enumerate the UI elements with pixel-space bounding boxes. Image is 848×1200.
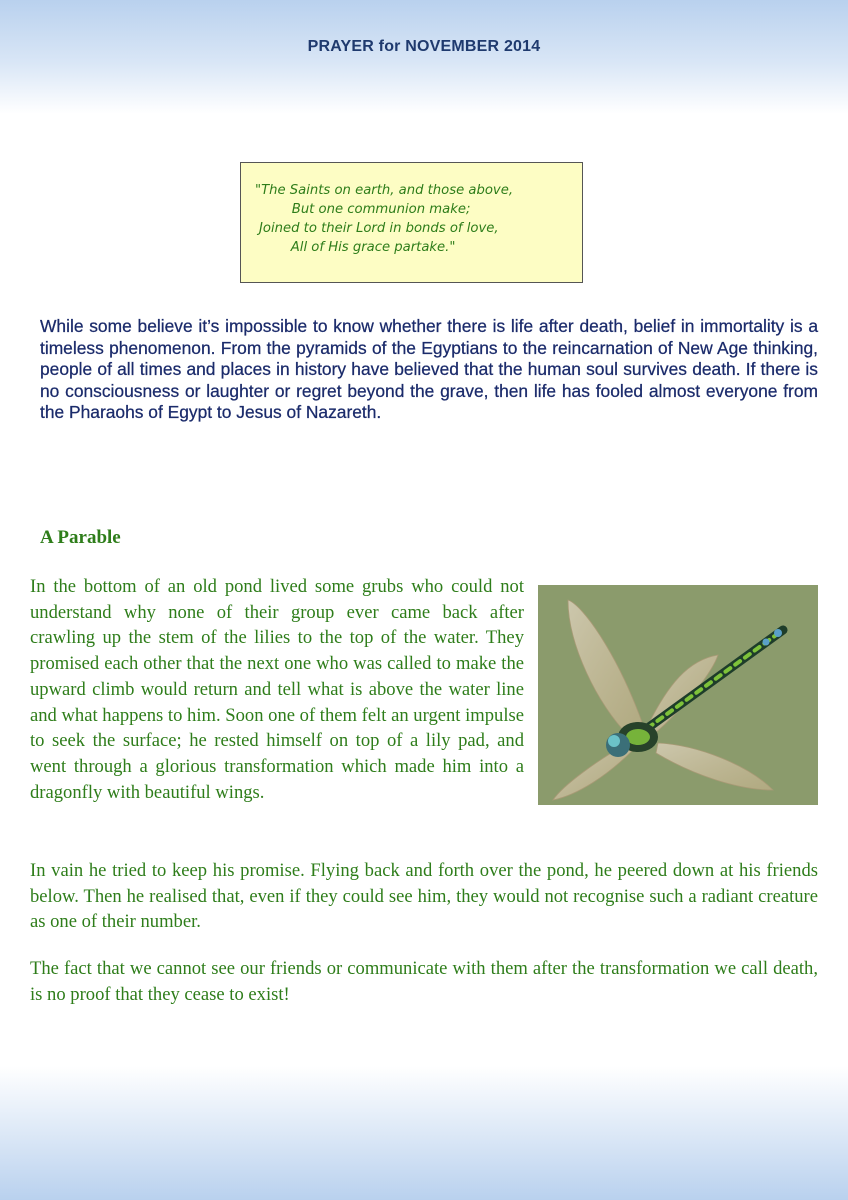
header-band bbox=[0, 0, 848, 114]
quote-line: "The Saints on earth, and those above, bbox=[255, 183, 514, 198]
quote-box bbox=[240, 162, 583, 283]
quote-line: But one communion make; bbox=[275, 202, 471, 217]
parable-paragraph: The fact that we cannot see our friends or communicate with them after the transformation we call death, is no proof that they cease to exist! bbox=[30, 958, 818, 1005]
quote-line: All of His grace partake." bbox=[274, 240, 456, 255]
dragonfly-icon bbox=[538, 585, 818, 805]
intro-paragraph: While some believe it’s impossible to know whether there is life after death, belief in immortality is a timeless phenomenon. From the pyramids of the Egyptians to the reincarnation of New Age thinking, people of all times and places in history have believed that the human soul survives death. If there is no consciousness or laughter or regret beyond the grave, then life has fooled almost everyone from the Pharaohs of Egypt to Jesus of Nazareth. bbox=[40, 316, 818, 422]
section-heading: A Parable bbox=[40, 527, 121, 548]
footer-band bbox=[0, 1066, 848, 1200]
parable-paragraph: In the bottom of an old pond lived some grubs who could not understand why none of their group ever came back after crawling up the stem of the lilies to the top of the water. They promised each other that the next one who was called to make the upward climb would return and tell what is above the water line and what happens to him. Soon one of them felt an urgent impulse to seek the surface; he rested himself on top of a lily pad, and went through a glorious transformation which made him into a dragonfly with beautiful wings. bbox=[30, 576, 524, 803]
page-title: PRAYER for NOVEMBER 2014 bbox=[307, 38, 541, 55]
quote-line: Joined to their Lord in bonds of love, bbox=[259, 221, 499, 236]
parable-paragraph: In vain he tried to keep his promise. Flying back and forth over the pond, he peered down at his friends below. Then he realised that, even if they could see him, they would not recognise such a radiant creature as one of their number. bbox=[30, 860, 818, 933]
dragonfly-photo bbox=[538, 585, 818, 805]
